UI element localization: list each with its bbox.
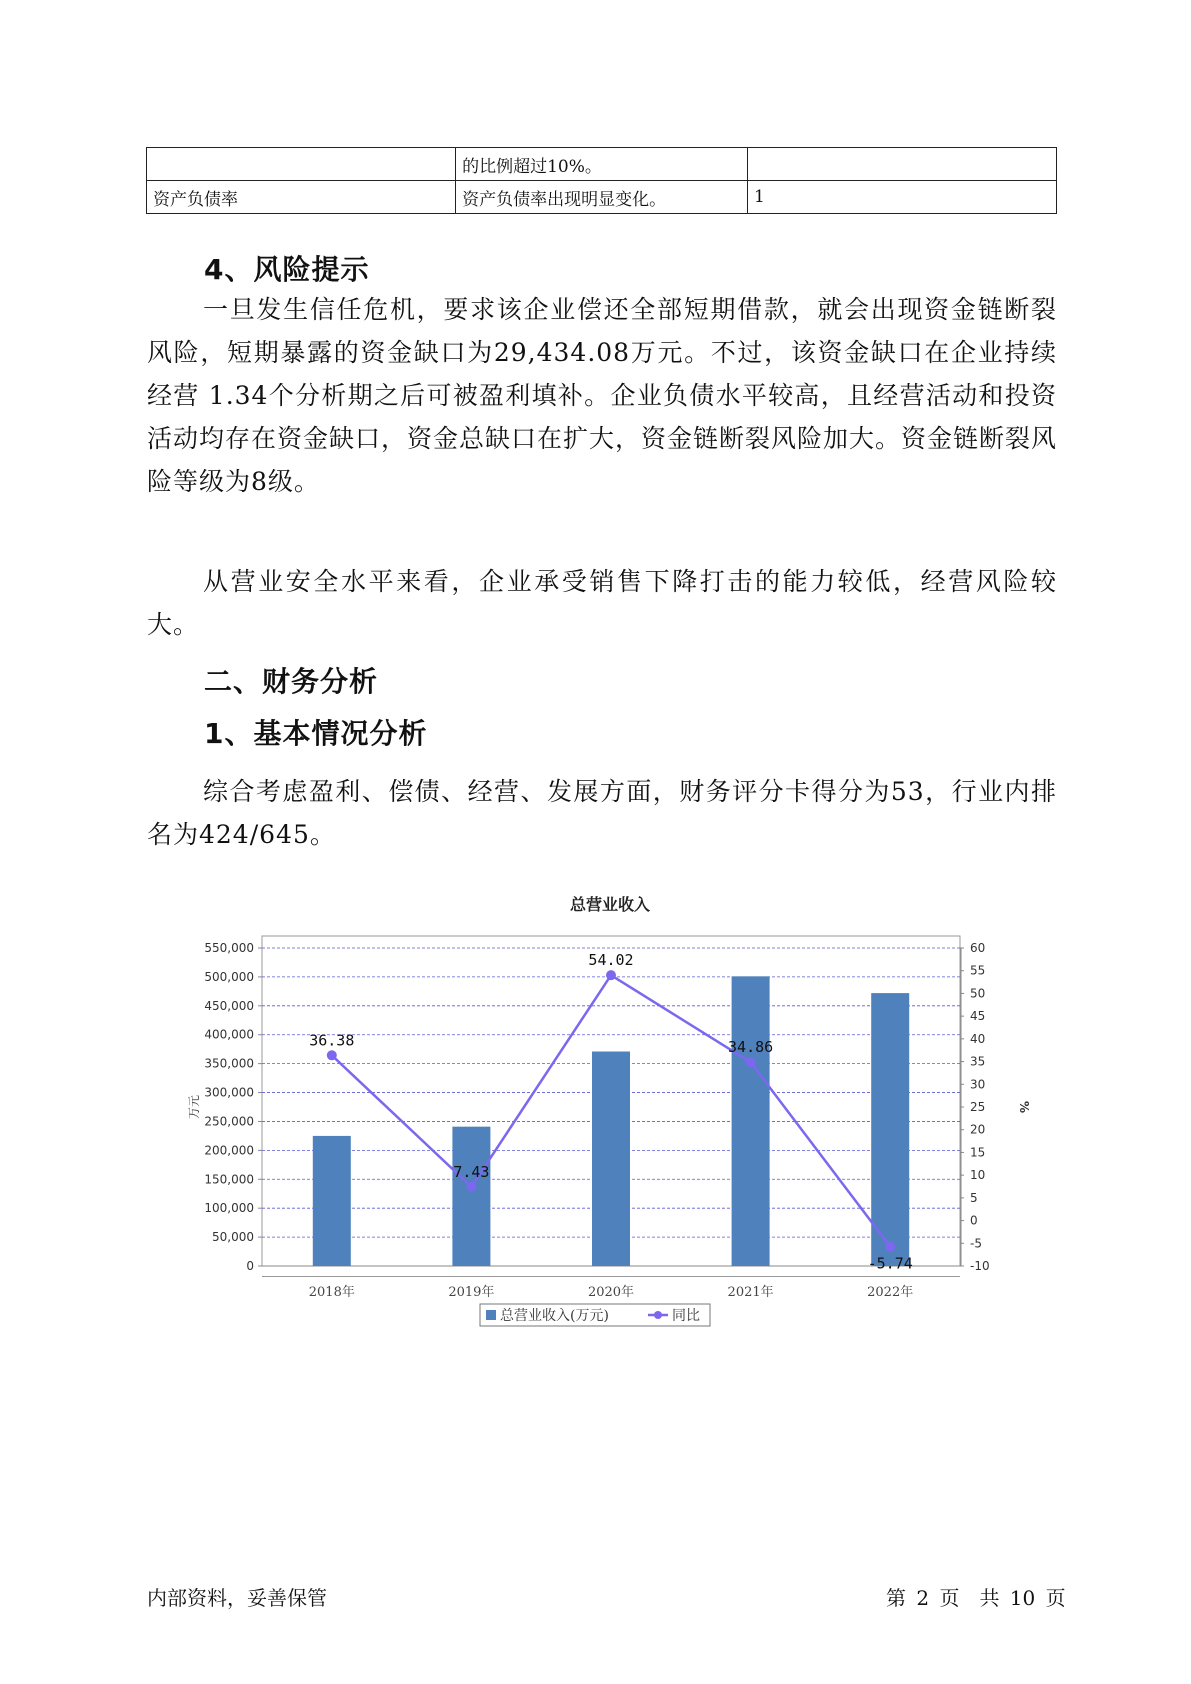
yoy-point	[606, 970, 616, 980]
risk-paragraph-1: 一旦发生信任危机，要求该企业偿还全部短期借款，就会出现资金链断裂风险，短期暴露的资金缺口为29,434.08万元。不过，该资金缺口在企业持续经营 1.34个分析期之后可被盈利填补。企业负债水平较高，且经营活动和投资活动均存在资金缺口，资金总缺口在扩大，资金链断裂风险加大。资金链断裂风险等级为8级。	[147, 295, 1058, 496]
y2-tick-label: 5	[970, 1190, 978, 1205]
legend-bar-swatch	[486, 1310, 496, 1320]
table-cell: 的比例超过10%。	[456, 148, 748, 181]
data-label: 7.43	[453, 1162, 490, 1181]
y2-tick-label: 35	[970, 1054, 986, 1069]
y-axis-label: 万元	[187, 1094, 201, 1120]
y-tick-label: 100,000	[204, 1201, 254, 1216]
risk-heading: 4、风险提示	[204, 253, 370, 286]
table-cell	[147, 148, 456, 181]
y-tick-label: 200,000	[204, 1143, 254, 1158]
data-label: -5.74	[867, 1254, 913, 1273]
revenue-chart-svg	[180, 888, 1031, 1348]
risk-paragraph-2: 从营业安全水平来看，企业承受销售下降打击的能力较低，经营风险较大。	[147, 567, 1057, 639]
legend-line-label: 同比	[672, 1308, 700, 1324]
x-axis-strip	[262, 1276, 960, 1277]
x-tick-label: 2022年	[867, 1285, 914, 1300]
page-number: 第 2 页 共 10 页	[886, 1586, 1066, 1610]
y2-tick-label: 55	[970, 963, 986, 978]
revenue-bar	[871, 993, 909, 1266]
yoy-point	[466, 1182, 476, 1192]
revenue-bar	[452, 1127, 490, 1266]
yoy-point	[327, 1050, 337, 1060]
y-tick-label: 450,000	[204, 998, 254, 1013]
yoy-point	[746, 1057, 756, 1067]
basic-analysis-heading: 1、基本情况分析	[204, 717, 428, 750]
y-tick-label: 0	[246, 1259, 254, 1273]
x-tick-label: 2020年	[587, 1285, 635, 1300]
legend-bar-label: 总营业收入(万元)	[500, 1308, 609, 1324]
footer-note: 内部资料，妥善保管	[147, 1586, 327, 1610]
y2-tick-label: 40	[970, 1031, 986, 1046]
y-tick-label: 400,000	[204, 1027, 254, 1042]
y2-tick-label: 30	[970, 1077, 986, 1092]
finance-heading: 二、财务分析	[204, 665, 379, 698]
legend-line-marker	[654, 1311, 662, 1319]
y2-tick-label: -5	[970, 1236, 982, 1251]
table-cell: 资产负债率出现明显变化。	[456, 181, 748, 214]
y2-axis-label: %	[1017, 1100, 1031, 1114]
y2-tick-label: 0	[970, 1213, 978, 1228]
revenue-bar	[732, 976, 770, 1266]
data-label: 54.02	[588, 951, 634, 970]
table-row	[147, 148, 1057, 181]
y2-tick-label: -10	[970, 1259, 990, 1273]
y2-tick-label: 10	[970, 1168, 986, 1183]
data-label: 34.86	[728, 1038, 774, 1057]
x-tick-label: 2019年	[448, 1285, 495, 1300]
table-row	[147, 181, 1057, 214]
y-tick-label: 550,000	[204, 941, 254, 955]
y2-tick-label: 45	[970, 1009, 986, 1024]
y-tick-label: 150,000	[204, 1172, 254, 1187]
y2-tick-label: 60	[970, 941, 986, 955]
data-label: 36.38	[309, 1031, 355, 1050]
y2-tick-label: 20	[970, 1122, 986, 1137]
y-tick-label: 500,000	[204, 969, 254, 984]
indicator-table	[146, 147, 1057, 214]
y2-tick-label: 50	[970, 986, 986, 1001]
x-tick-label: 2018年	[308, 1285, 355, 1300]
y-tick-label: 300,000	[204, 1085, 254, 1100]
y2-tick-label: 15	[970, 1145, 986, 1160]
y-tick-label: 250,000	[204, 1114, 254, 1129]
table-cell: 资产负债率	[147, 181, 456, 214]
basic-analysis-paragraph: 综合考虑盈利、偿债、经营、发展方面，财务评分卡得分为53，行业内排名为424/645。	[147, 777, 1057, 849]
y-tick-label: 350,000	[204, 1056, 254, 1071]
yoy-point	[885, 1242, 895, 1252]
revenue-chart	[180, 888, 1031, 1348]
table-cell	[747, 148, 1056, 181]
chart-title: 总营业收入	[569, 895, 651, 914]
table-cell: 1	[747, 181, 1056, 214]
revenue-bar	[313, 1136, 351, 1266]
y2-tick-label: 25	[970, 1100, 986, 1114]
y-tick-label: 50,000	[212, 1230, 254, 1245]
x-tick-label: 2021年	[727, 1285, 774, 1300]
revenue-bar	[592, 1051, 630, 1266]
